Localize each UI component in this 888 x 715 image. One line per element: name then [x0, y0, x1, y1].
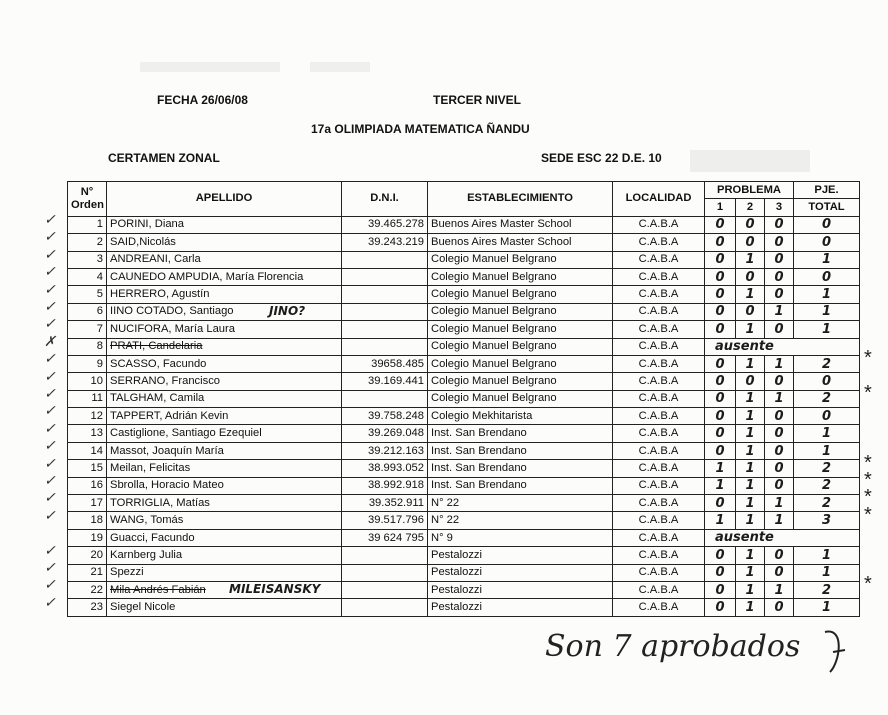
problema-2-cell: 1: [736, 564, 765, 581]
problema-1-cell: 0: [705, 599, 736, 616]
localidad-cell: C.A.B.A: [613, 599, 705, 616]
problema-2-header: 2: [736, 199, 765, 216]
dni-header: D.N.I.: [342, 182, 428, 217]
total-cell: 1: [794, 564, 860, 581]
total-cell: 1: [794, 251, 860, 268]
problema-2-cell: 1: [736, 390, 765, 407]
localidad-cell: C.A.B.A: [613, 286, 705, 303]
problema-2-cell: 1: [736, 495, 765, 512]
check-mark-icon: ✓: [44, 280, 56, 297]
check-mark-icon: ✓: [44, 576, 56, 593]
problema-3-cell: 1: [765, 512, 794, 529]
problema-2-cell: 1: [736, 251, 765, 268]
establecimiento-cell: Colegio Mekhitarista: [428, 408, 613, 425]
establecimiento-cell: Buenos Aires Master School: [428, 216, 613, 233]
establecimiento-cell: Buenos Aires Master School: [428, 234, 613, 251]
apellido-cell: WANG, Tomás: [107, 512, 342, 529]
check-mark-icon: ✓: [44, 472, 56, 488]
dni-cell: 39.352.911: [342, 495, 428, 512]
table-row: [68, 425, 860, 442]
orden-cell: 17: [68, 495, 107, 512]
problema-3-cell: 0: [765, 408, 794, 425]
localidad-cell: C.A.B.A: [613, 355, 705, 372]
apellido-cell: Guacci, Facundo: [107, 529, 342, 546]
problema-3-cell: 0: [765, 599, 794, 616]
check-mark-icon: ✓: [44, 298, 56, 314]
problema-1-cell: [705, 338, 860, 355]
apellido-cell: ANDREANI, Carla: [107, 251, 342, 268]
table-row: [68, 564, 860, 581]
problema-1-cell: 0: [705, 581, 736, 598]
signature-annotation: [545, 622, 865, 682]
table-row: [68, 286, 860, 303]
total-cell: 2: [794, 355, 860, 372]
localidad-cell: C.A.B.A: [613, 268, 705, 285]
orden-cell: 13: [68, 425, 107, 442]
problema-1-cell: 0: [705, 390, 736, 407]
orden-cell: 16: [68, 477, 107, 494]
apellido-cell: TORRIGLIA, Matías: [107, 495, 342, 512]
establecimiento-cell: Pestalozzi: [428, 581, 613, 598]
apellido-header: APELLIDO: [107, 182, 342, 217]
dni-cell: 39.517.796: [342, 512, 428, 529]
check-mark-icon: ✓: [44, 245, 56, 262]
problema-2-cell: 0: [736, 234, 765, 251]
problema-3-cell: 0: [765, 321, 794, 338]
problema-3-cell: 1: [765, 355, 794, 372]
total-cell: 0: [794, 216, 860, 233]
problema-2-cell: 1: [736, 425, 765, 442]
dni-cell: [342, 268, 428, 285]
asterisk-mark-icon: *: [864, 503, 872, 526]
problema-2-cell: 1: [736, 599, 765, 616]
total-cell: 0: [794, 408, 860, 425]
table-row: [68, 529, 860, 546]
localidad-cell: C.A.B.A: [613, 321, 705, 338]
total-cell: 1: [794, 321, 860, 338]
total-header: TOTAL: [794, 199, 860, 216]
check-mark-icon: ✓: [44, 506, 56, 523]
dni-cell: [342, 303, 428, 320]
dni-cell: 39.269.048: [342, 425, 428, 442]
apellido-cell: Siegel Nicole: [107, 599, 342, 616]
dni-cell: 38.993.052: [342, 460, 428, 477]
dni-cell: 39.465.278: [342, 216, 428, 233]
problema-3-cell: 1: [765, 390, 794, 407]
apellido-cell: SAID,Nicolás: [107, 234, 342, 251]
problema-1-cell: 1: [705, 477, 736, 494]
orden-cell: 6: [68, 303, 107, 320]
table-row: [68, 408, 860, 425]
establecimiento-cell: Colegio Manuel Belgrano: [428, 355, 613, 372]
apellido-cell: Castiglione, Santiago Ezequiel: [107, 425, 342, 442]
dni-cell: [342, 286, 428, 303]
orden-cell: 4: [68, 268, 107, 285]
establecimiento-cell: Colegio Manuel Belgrano: [428, 251, 613, 268]
total-cell: 2: [794, 477, 860, 494]
total-cell: 1: [794, 303, 860, 320]
check-mark-icon: ✓: [44, 541, 56, 558]
problema-1-cell: 0: [705, 355, 736, 372]
problema-3-cell: 0: [765, 442, 794, 459]
orden-cell: 19: [68, 529, 107, 546]
localidad-cell: C.A.B.A: [613, 495, 705, 512]
localidad-cell: C.A.B.A: [613, 234, 705, 251]
establecimiento-cell: N° 22: [428, 495, 613, 512]
establecimiento-cell: Pestalozzi: [428, 599, 613, 616]
orden-cell: 18: [68, 512, 107, 529]
dni-cell: [342, 547, 428, 564]
asterisk-mark-icon: *: [864, 486, 872, 509]
localidad-cell: C.A.B.A: [613, 564, 705, 581]
problema-3-cell: 0: [765, 564, 794, 581]
check-mark-icon: ✓: [44, 437, 56, 454]
asterisk-mark-icon: *: [864, 573, 872, 596]
signature-text: Son 7 aprobados: [545, 629, 801, 664]
total-cell: 0: [794, 373, 860, 390]
check-mark-icon: ✓: [44, 489, 56, 506]
fecha-label: FECHA 26/06/08: [157, 93, 248, 107]
dni-cell: 39.243.219: [342, 234, 428, 251]
problema-2-cell: 1: [736, 460, 765, 477]
problema-1-cell: 0: [705, 442, 736, 459]
table-row: [68, 216, 860, 233]
bleed-through-text: [140, 62, 280, 72]
sede-label: SEDE ESC 22 D.E. 10: [541, 151, 662, 165]
dni-cell: [342, 564, 428, 581]
dni-cell: 39658.485: [342, 355, 428, 372]
problema-2-cell: 0: [736, 216, 765, 233]
establecimiento-cell: Colegio Manuel Belgrano: [428, 303, 613, 320]
total-cell: 2: [794, 390, 860, 407]
problema-1-cell: 0: [705, 408, 736, 425]
orden-cell: 20: [68, 547, 107, 564]
table-row: [68, 373, 860, 390]
table-row: [68, 251, 860, 268]
establecimiento-header: ESTABLECIMIENTO: [428, 182, 613, 217]
table-row: [68, 338, 860, 355]
dni-cell: [342, 321, 428, 338]
asterisk-mark-icon: *: [864, 382, 872, 404]
problema-1-cell: 0: [705, 286, 736, 303]
localidad-cell: C.A.B.A: [613, 425, 705, 442]
handwritten-note: JINO?: [269, 303, 306, 318]
total-cell: 1: [794, 442, 860, 459]
orden-cell: 22: [68, 581, 107, 598]
table-row: [68, 321, 860, 338]
orden-cell: 9: [68, 355, 107, 372]
dni-cell: [342, 338, 428, 355]
localidad-cell: C.A.B.A: [613, 338, 705, 355]
establecimiento-cell: Inst. San Brendano: [428, 425, 613, 442]
bleed-through-text: [310, 62, 370, 72]
apellido-cell: IINO COTADO, Santiago JINO?: [107, 303, 342, 320]
localidad-cell: C.A.B.A: [613, 581, 705, 598]
total-cell: 2: [794, 460, 860, 477]
table-row: [68, 495, 860, 512]
localidad-header: LOCALIDAD: [613, 182, 705, 217]
orden-cell: 8: [68, 338, 107, 355]
establecimiento-cell: N° 22: [428, 512, 613, 529]
dni-cell: [342, 251, 428, 268]
table-row: [68, 599, 860, 616]
problema-1-cell: 1: [705, 512, 736, 529]
asterisk-mark-icon: *: [864, 451, 872, 474]
olimpiada-title: 17a OLIMPIADA MATEMATICA ÑANDU: [311, 122, 530, 136]
check-mark-icon: ✓: [44, 211, 56, 227]
apellido-cell: Spezzi: [107, 564, 342, 581]
problema-3-cell: 0: [765, 460, 794, 477]
problema-1-cell: 0: [705, 234, 736, 251]
handwritten-note: MILEISANSKY: [229, 581, 321, 596]
problema-2-cell: 0: [736, 303, 765, 320]
orden-cell: 10: [68, 373, 107, 390]
problema-1-cell: 0: [705, 495, 736, 512]
problema-3-cell: 0: [765, 547, 794, 564]
localidad-cell: C.A.B.A: [613, 251, 705, 268]
localidad-cell: C.A.B.A: [613, 390, 705, 407]
total-cell: 1: [794, 599, 860, 616]
establecimiento-cell: Inst. San Brendano: [428, 477, 613, 494]
problema-3-cell: 0: [765, 286, 794, 303]
problema-1-cell: 1: [705, 460, 736, 477]
establecimiento-cell: Inst. San Brendano: [428, 460, 613, 477]
total-cell: 2: [794, 581, 860, 598]
orden-cell: 21: [68, 564, 107, 581]
total-cell: 0: [794, 268, 860, 285]
problema-1-cell: 0: [705, 547, 736, 564]
dni-cell: 39.758.248: [342, 408, 428, 425]
problema-3-cell: 0: [765, 251, 794, 268]
problema-1-cell: 0: [705, 216, 736, 233]
orden-cell: 14: [68, 442, 107, 459]
table-row: [68, 581, 860, 598]
table-row: [68, 234, 860, 251]
problema-3-cell: 1: [765, 495, 794, 512]
problema-2-cell: 1: [736, 477, 765, 494]
apellido-cell: Mila Andrés Fabián MILEISANSKY: [107, 581, 342, 598]
localidad-cell: C.A.B.A: [613, 216, 705, 233]
certamen-label: CERTAMEN ZONAL: [108, 151, 220, 165]
problema-2-cell: 1: [736, 286, 765, 303]
check-mark-icon: ✓: [44, 315, 56, 332]
apellido-cell: TALGHAM, Camila: [107, 390, 342, 407]
check-mark-icon: ✓: [44, 454, 56, 471]
check-mark-icon: ✓: [44, 559, 56, 575]
orden-cell: 7: [68, 321, 107, 338]
localidad-cell: C.A.B.A: [613, 408, 705, 425]
apellido-cell: SCASSO, Facundo: [107, 355, 342, 372]
apellido-cell: Meilan, Felicitas: [107, 460, 342, 477]
apellido-cell: NUCIFORA, María Laura: [107, 321, 342, 338]
total-cell: 0: [794, 234, 860, 251]
check-mark-icon: ✗: [44, 332, 56, 349]
problema-2-cell: 1: [736, 321, 765, 338]
total-cell: 3: [794, 512, 860, 529]
bleed-through-text: [690, 150, 810, 172]
localidad-cell: C.A.B.A: [613, 442, 705, 459]
problema-1-cell: 0: [705, 268, 736, 285]
check-mark-icon: ✓: [44, 350, 56, 367]
total-cell: 2: [794, 495, 860, 512]
check-mark-icon: ✓: [44, 367, 56, 384]
problema-1-cell: 0: [705, 373, 736, 390]
orden-cell: 11: [68, 390, 107, 407]
localidad-cell: C.A.B.A: [613, 529, 705, 546]
problema-3-cell: 0: [765, 425, 794, 442]
table-row: [68, 303, 860, 320]
problema-1-cell: 0: [705, 321, 736, 338]
table-row: [68, 460, 860, 477]
apellido-cell: HERRERO, Agustín: [107, 286, 342, 303]
problema-3-cell: 1: [765, 581, 794, 598]
table-row: [68, 442, 860, 459]
problema-3-cell: 0: [765, 268, 794, 285]
problema-2-cell: 0: [736, 373, 765, 390]
dni-cell: [342, 390, 428, 407]
orden-cell: 12: [68, 408, 107, 425]
pje-header: PJE.: [794, 182, 860, 199]
dni-cell: [342, 581, 428, 598]
problema-2-cell: 1: [736, 442, 765, 459]
problema-1-cell: [705, 529, 860, 546]
localidad-cell: C.A.B.A: [613, 477, 705, 494]
establecimiento-cell: Colegio Manuel Belgrano: [428, 286, 613, 303]
asterisk-mark-icon: *: [864, 347, 872, 370]
dni-cell: [342, 599, 428, 616]
table-row: [68, 355, 860, 372]
orden-cell: 3: [68, 251, 107, 268]
table-row: [68, 390, 860, 407]
apellido-cell: SERRANO, Francisco: [107, 373, 342, 390]
apellido-cell: TAPPERT, Adrián Kevin: [107, 408, 342, 425]
establecimiento-cell: Colegio Manuel Belgrano: [428, 390, 613, 407]
check-mark-icon: ✓: [44, 385, 56, 401]
problema-3-cell: 0: [765, 477, 794, 494]
apellido-cell: CAUNEDO AMPUDIA, María Florencia: [107, 268, 342, 285]
table-row: [68, 547, 860, 564]
table-row: [68, 477, 860, 494]
total-cell: 1: [794, 286, 860, 303]
orden-header: N° Orden: [68, 182, 107, 217]
localidad-cell: C.A.B.A: [613, 512, 705, 529]
dni-cell: 39 624 795: [342, 529, 428, 546]
establecimiento-cell: Colegio Manuel Belgrano: [428, 268, 613, 285]
problema-2-cell: 1: [736, 581, 765, 598]
orden-cell: 1: [68, 216, 107, 233]
apellido-cell: PRATI, Candelaria: [107, 338, 342, 355]
total-cell: 1: [794, 547, 860, 564]
results-table: [67, 181, 860, 617]
handwritten-note: ausente: [715, 529, 774, 545]
localidad-cell: C.A.B.A: [613, 303, 705, 320]
check-mark-icon: ✓: [44, 263, 56, 280]
problema-1-cell: 0: [705, 251, 736, 268]
check-mark-icon: ✓: [44, 228, 56, 245]
localidad-cell: C.A.B.A: [613, 373, 705, 390]
problema-3-cell: 0: [765, 216, 794, 233]
apellido-cell: Sbrolla, Horacio Mateo: [107, 477, 342, 494]
problema-3-header: 3: [765, 199, 794, 216]
establecimiento-cell: Colegio Manuel Belgrano: [428, 373, 613, 390]
problema-2-cell: 0: [736, 268, 765, 285]
establecimiento-cell: Colegio Manuel Belgrano: [428, 338, 613, 355]
table-row: [68, 512, 860, 529]
problema-3-cell: 0: [765, 234, 794, 251]
establecimiento-cell: Inst. San Brendano: [428, 442, 613, 459]
problema-1-cell: 0: [705, 425, 736, 442]
apellido-cell: PORINI, Diana: [107, 216, 342, 233]
problema-1-cell: 0: [705, 564, 736, 581]
orden-cell: 15: [68, 460, 107, 477]
apellido-cell: Massot, Joaquín María: [107, 442, 342, 459]
problema-2-cell: 1: [736, 408, 765, 425]
problema-3-cell: 0: [765, 373, 794, 390]
problema-1-header: 1: [705, 199, 736, 216]
establecimiento-cell: Pestalozzi: [428, 564, 613, 581]
problema-2-cell: 1: [736, 512, 765, 529]
establecimiento-cell: N° 9: [428, 529, 613, 546]
establecimiento-cell: Colegio Manuel Belgrano: [428, 321, 613, 338]
total-cell: 1: [794, 425, 860, 442]
problema-header: PROBLEMA: [705, 182, 794, 199]
localidad-cell: C.A.B.A: [613, 460, 705, 477]
apellido-cell: Karnberg Julia: [107, 547, 342, 564]
dni-cell: 38.992.918: [342, 477, 428, 494]
check-mark-icon: ✓: [44, 402, 56, 419]
orden-cell: 2: [68, 234, 107, 251]
dni-cell: 39.212.163: [342, 442, 428, 459]
check-mark-icon: ✓: [44, 419, 56, 436]
asterisk-mark-icon: *: [864, 469, 872, 491]
problema-2-cell: 1: [736, 355, 765, 372]
problema-3-cell: 1: [765, 303, 794, 320]
table-row: [68, 268, 860, 285]
orden-cell: 5: [68, 286, 107, 303]
check-mark-icon: ✓: [44, 593, 56, 610]
handwritten-note: ausente: [715, 338, 774, 354]
localidad-cell: C.A.B.A: [613, 547, 705, 564]
orden-cell: 23: [68, 599, 107, 616]
problema-1-cell: 0: [705, 303, 736, 320]
establecimiento-cell: Pestalozzi: [428, 547, 613, 564]
nivel-label: TERCER NIVEL: [433, 93, 522, 107]
dni-cell: 39.169.441: [342, 373, 428, 390]
problema-2-cell: 1: [736, 547, 765, 564]
